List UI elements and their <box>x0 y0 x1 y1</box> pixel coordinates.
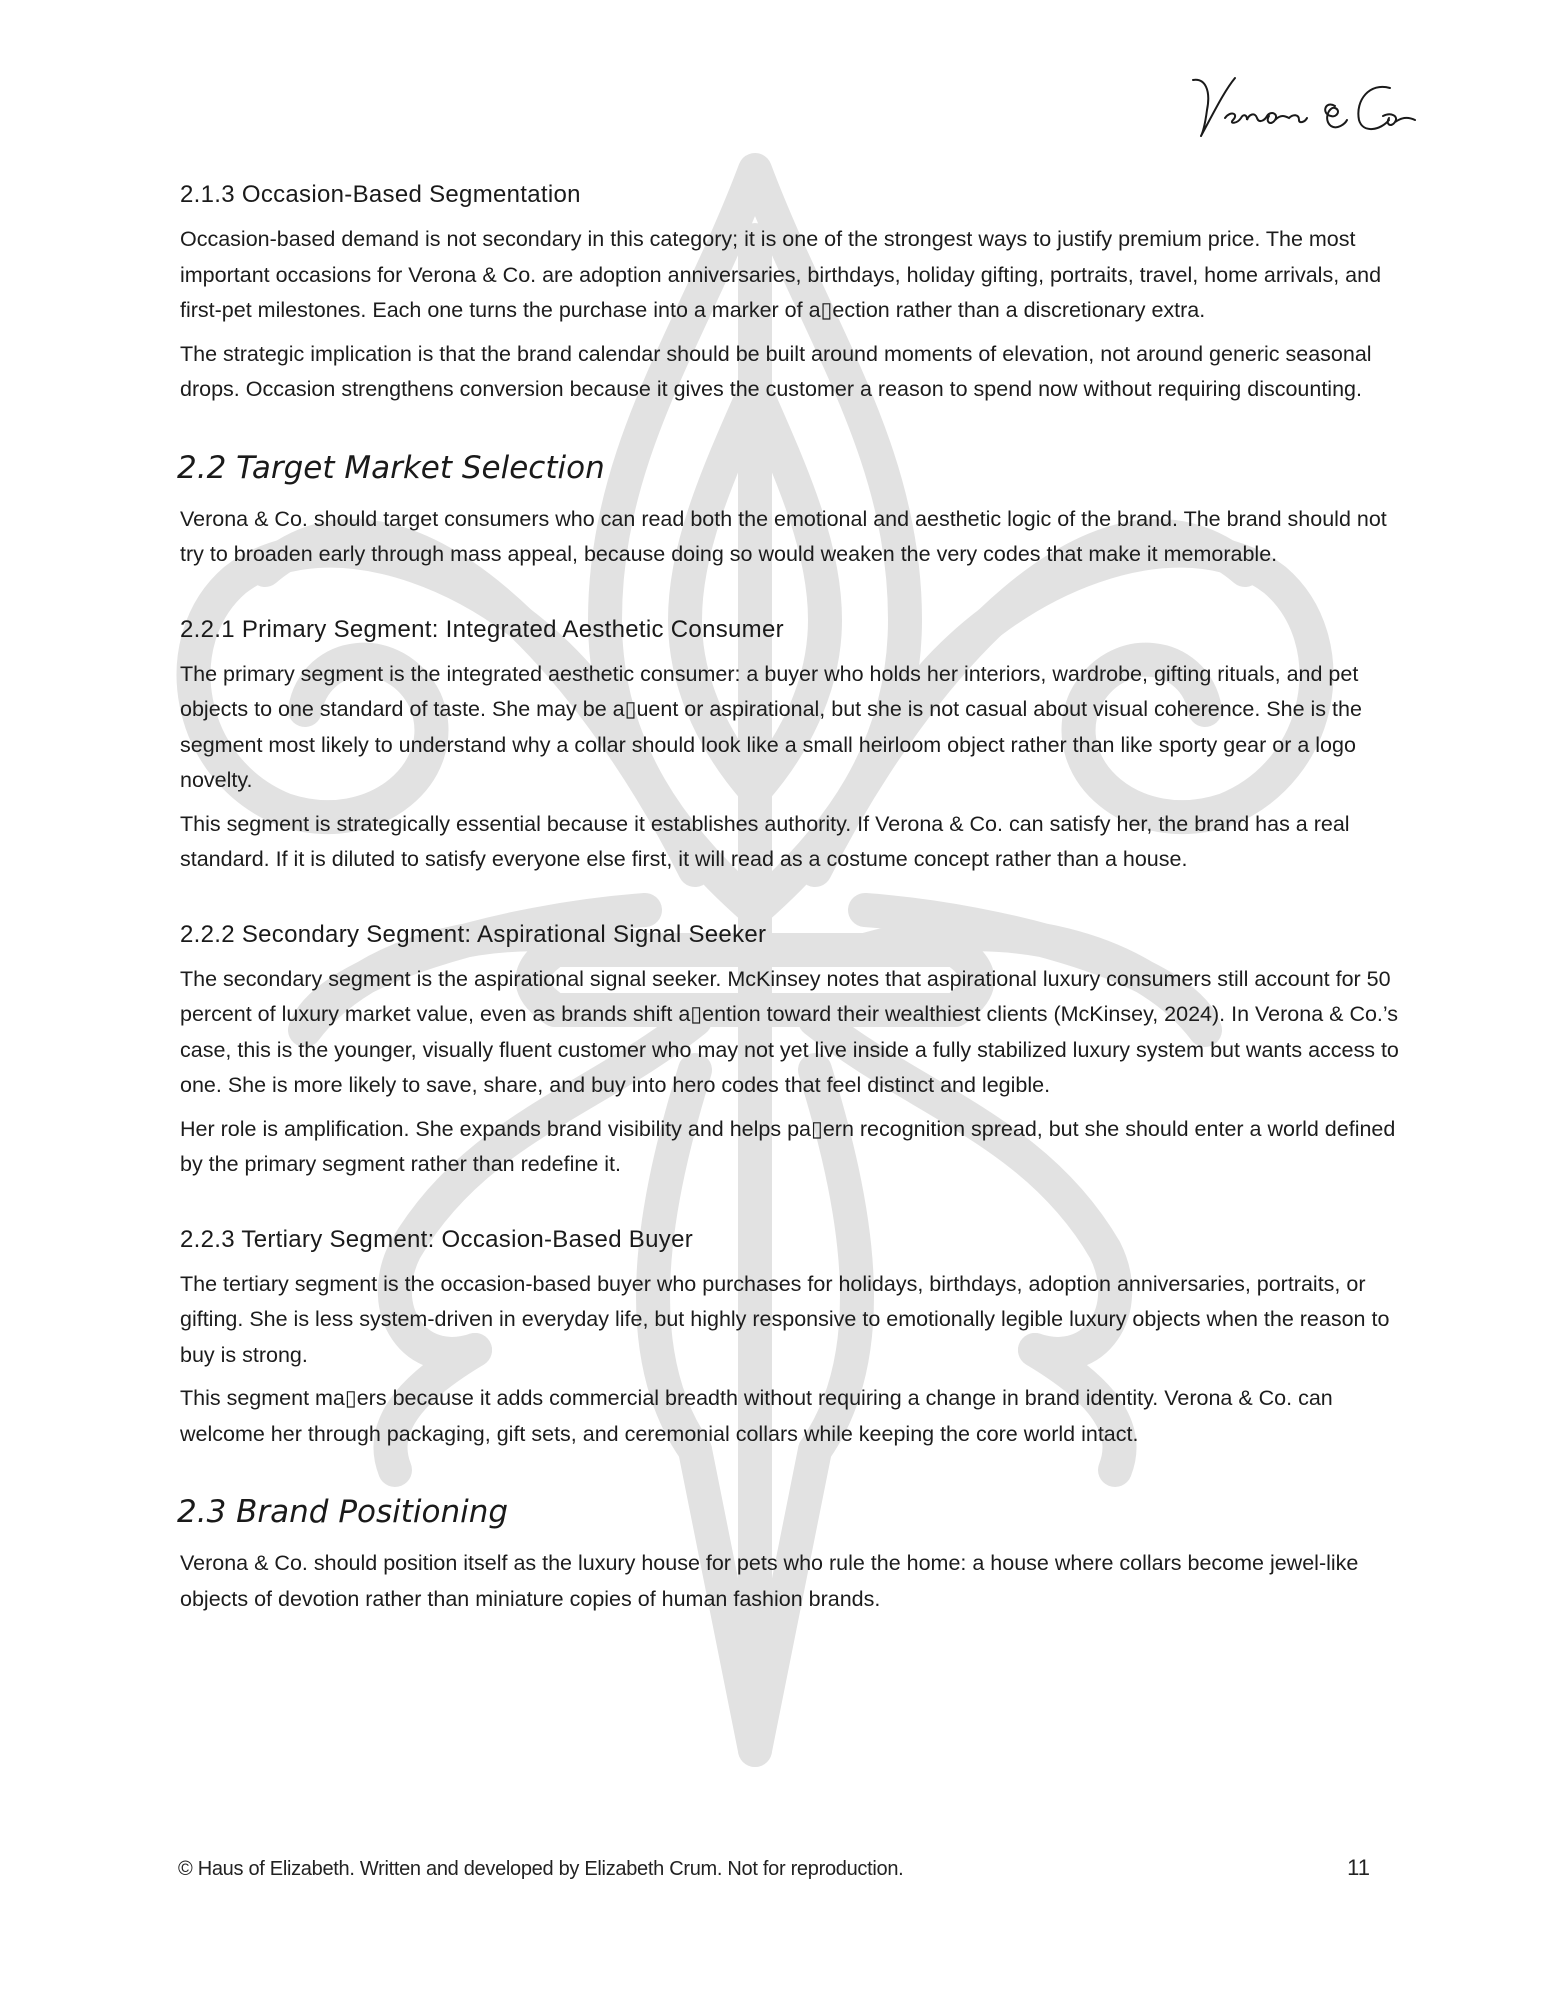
section-2-3 <box>177 1490 1405 1617</box>
paragraph: Verona & Co. should target consumers who can read both the emotional and aesthetic logic of the brand. The brand should not try to broaden early through mass appeal, because doing so would weaken the very codes that make it memorable. <box>180 506 1387 566</box>
section-2-1-3 <box>180 178 1405 408</box>
section-heading: 2.2.3 Tertiary Segment: Occasion-Based Buyer <box>180 1225 694 1253</box>
section-heading: 2.3 Brand Positioning <box>177 1494 509 1530</box>
section-heading: 2.2.1 Primary Segment: Integrated Aesthetic Consumer <box>180 615 784 643</box>
section-heading: 2.1.3 Occasion-Based Segmentation <box>180 181 581 208</box>
paragraph: Occasion-based demand is not secondary in this category; it is one of the strongest ways to justify premium price. The most important occasions for Verona & Co. are adoption anniversaries, birthdays, holiday gifting, portraits, travel, home arrivals, and first-pet milestones. Each one turns the purchase into a marker of a▯ection rather than a discretionary extra. <box>180 227 1382 322</box>
document-body <box>177 178 1405 1625</box>
section-2-2-1 <box>180 613 1405 878</box>
section-heading: 2.2 Target Market Selection <box>177 449 605 486</box>
footer-copyright: © Haus of Elizabeth. Written and developed by Elizabeth Crum. Not for reproduction. <box>178 1858 904 1880</box>
paragraph: Her role is amplification. She expands brand visibility and helps pa▯ern recognition spread, but she should enter a world defined by the primary segment rather than redefine it. <box>180 1116 1396 1176</box>
paragraph: This segment is strategically essential because it establishes authority. If Verona & Co. can satisfy her, the brand has a real standard. If it is diluted to satisfy everyone else first, it will read as a costume concept rather than a house. <box>180 811 1350 871</box>
paragraph: The secondary segment is the aspirational signal seeker. McKinsey notes that aspirational luxury consumers still account for 50 percent of luxury market value, even as brands shift a▯ention toward their wealthiest clients (McKinsey, 2024). In Verona & Co.’s case, this is the younger, visually fluent customer who may not yet live inside a fully stabilized luxury system but wants access to one. She is more likely to save, share, and buy into hero codes that feel distinct and legible. <box>180 966 1399 1097</box>
paragraph: The tertiary segment is the occasion-based buyer who purchases for holidays, birthdays, adoption anniversaries, portraits, or gifting. She is less system-driven in everyday life, but highly responsive to emotionally legible luxury objects when the reason to buy is strong. <box>180 1271 1390 1367</box>
section-2-2-3 <box>180 1223 1405 1453</box>
section-heading: 2.2.2 Secondary Segment: Aspirational Signal Seeker <box>180 920 767 948</box>
section-2-2 <box>177 446 1405 573</box>
section-2-2-2 <box>180 918 1405 1183</box>
logo-text: Verona & Co <box>1185 70 1192 71</box>
verona-and-co-logo <box>1185 70 1425 145</box>
paragraph: The primary segment is the integrated aesthetic consumer: a buyer who holds her interiors, wardrobe, gifting rituals, and pet objects to one standard of taste. She may be a▯uent or aspirational, but she is not casual about visual coherence. She is the segment most likely to understand why a collar should look like a small heirloom object rather than like sporty gear or a logo novelty. <box>180 661 1362 792</box>
page-number: 11 <box>1347 1855 1370 1880</box>
paragraph: This segment ma▯ers because it adds commercial breadth without requiring a change in brand identity. Verona & Co. can welcome her through packaging, gift sets, and ceremonial collars while keeping the core world intact. <box>180 1386 1333 1446</box>
paragraph: The strategic implication is that the brand calendar should be built around moments of elevation, not around generic seasonal drops. Occasion strengthens conversion because it gives the customer a reason to spend now without requiring discounting. <box>180 341 1372 401</box>
paragraph: Verona & Co. should position itself as the luxury house for pets who rule the home: a house where collars become jewel-like objects of devotion rather than miniature copies of human fashion brands. <box>180 1551 1359 1611</box>
